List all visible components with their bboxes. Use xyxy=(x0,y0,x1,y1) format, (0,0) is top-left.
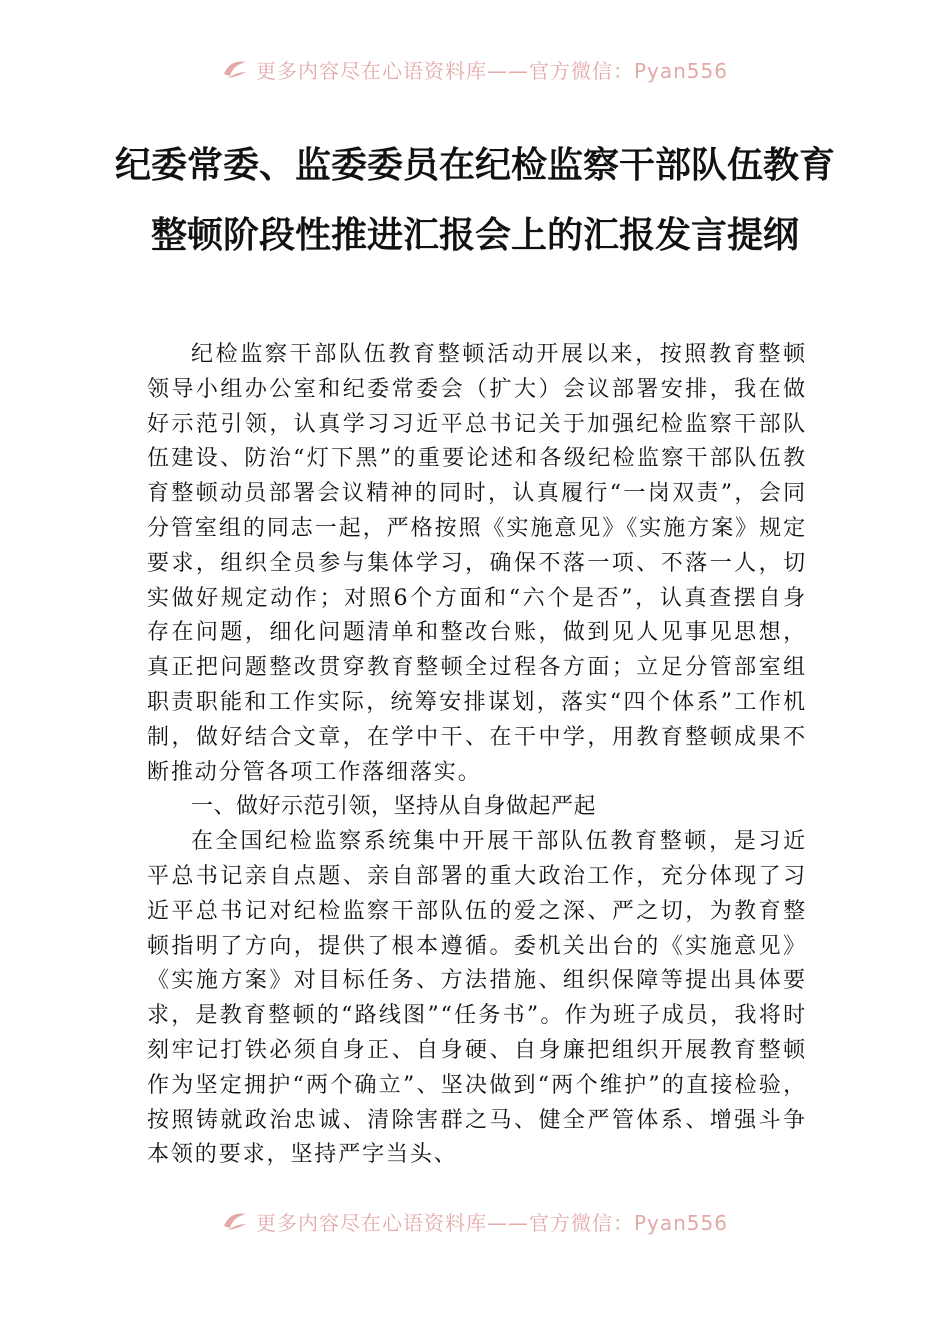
watermark-text: 更多内容尽在心语资料库——官方微信：Pyan556 xyxy=(255,1210,728,1235)
swoosh-logo-icon xyxy=(222,58,248,80)
intro-paragraph: 纪检监察干部队伍教育整顿活动开展以来，按照教育整顿领导小组办公室和纪委常委会（扩大）会议部署安排，我在做好示范引领，认真学习习近平总书记关于加强纪检监察干部队伍建设、防治“灯下黑”的重要论述和各级纪检监察干部队伍教育整顿动员部署会议精神的同时，认真履行“一岗双责”，会同分管室组的同志一起，严格按照《实施意见》《实施方案》规定要求，组织全员参与集体学习，确保不落一项、不落一人，切实做好规定动作；对照6个方面和“六个是否”，认真查摆自身存在问题，细化问题清单和整改台账，做到见人见事见思想，真正把问题整改贯穿教育整顿全过程各方面；立足分管部室组职责职能和工作实际，统筹安排谋划，落实“四个体系”工作机制，做好结合文章，在学中干、在干中学，用教育整顿成果不断推动分管各项工作落细落实。 xyxy=(147,342,807,785)
section-1-heading: 一、做好示范引领，坚持从自身做起严起 xyxy=(191,794,597,820)
watermark-text: 更多内容尽在心语资料库——官方微信：Pyan556 xyxy=(255,58,728,83)
swoosh-logo-icon xyxy=(222,1210,248,1232)
document-title: 纪委常委、监委委员在纪检监察干部队伍教育整顿阶段性推进汇报会上的汇报发言提纲 xyxy=(114,144,835,256)
section-1-paragraph: 在全国纪检监察系统集中开展干部队伍教育整顿，是习近平总书记亲自点题、亲自部署的重大政治工作，充分体现了习近平总书记对纪检监察干部队伍的爱之深、严之切，为教育整顿指明了方向，提供了根本遵循。委机关出台的《实施意见》《实施方案》对目标任务、方法措施、组织保障等提出具体要求，是教育整顿的“路线图”“任务书”。作为班子成员，我将时刻牢记打铁必须自身正、自身硬、自身廉把组织开展教育整顿作为坚定拥护“两个确立”、坚决做到“两个维护”的直接检验，按照铸就政治忠诚、清除害群之马、健全严管体系、增强斗争本领的要求，坚持严字当头、 xyxy=(147,829,807,1168)
document-body xyxy=(147,338,807,1173)
top-watermark xyxy=(0,54,950,84)
bottom-watermark xyxy=(0,1206,950,1236)
